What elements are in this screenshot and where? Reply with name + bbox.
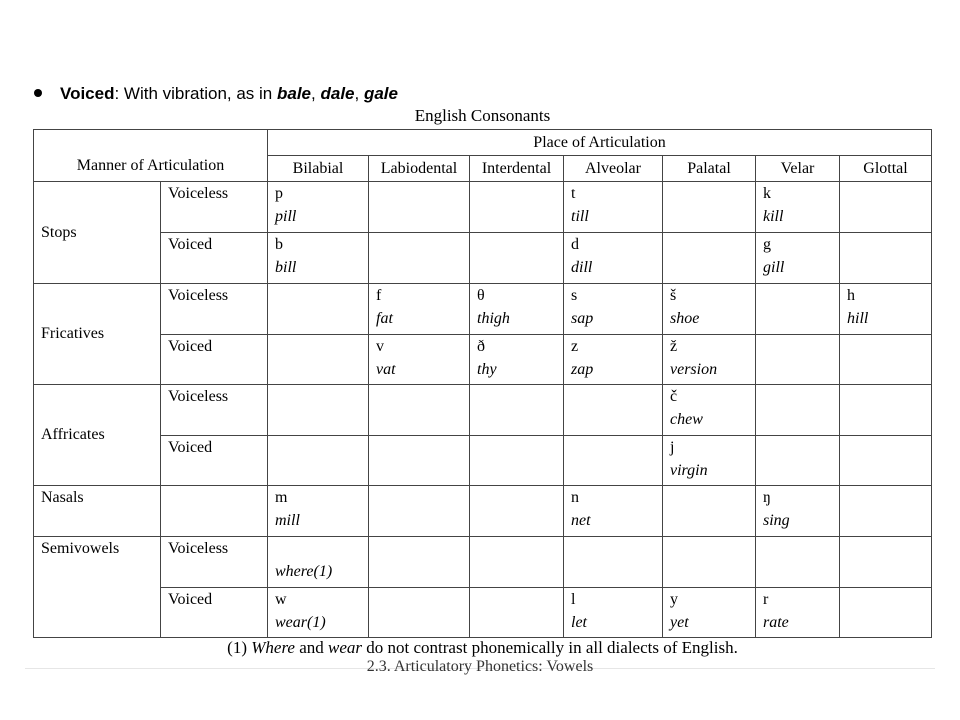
footnote xyxy=(33,638,932,658)
phoneme-cell xyxy=(369,588,470,638)
phoneme-symbol: b xyxy=(275,236,283,253)
phoneme-symbol: ð xyxy=(477,338,485,355)
footnote-prefix: (1) xyxy=(227,638,252,657)
table-row xyxy=(34,284,932,335)
footnote-text: do not contrast phonemically in all dialects of English. xyxy=(362,638,738,657)
phoneme-symbol xyxy=(376,588,469,611)
phoneme-cell xyxy=(663,182,756,233)
phoneme-cell xyxy=(470,588,564,638)
phoneme-symbol: v xyxy=(376,338,384,355)
phoneme-symbol: f xyxy=(376,287,382,304)
example-word: mill xyxy=(275,512,300,529)
phoneme-cell xyxy=(564,284,663,335)
phoneme-symbol xyxy=(376,385,469,408)
table-row xyxy=(34,385,932,436)
phoneme-cell xyxy=(840,233,932,284)
column-header: Glottal xyxy=(840,156,932,182)
cut-off-heading: 2.3. Articulatory Phonetics: Vowels xyxy=(366,658,594,675)
phoneme-cell xyxy=(470,233,564,284)
voicing-cell: Voiced xyxy=(161,335,268,385)
phoneme-symbol xyxy=(847,385,931,408)
bullet-voiced: Voiced: With vibration, as in bale, dale, gale xyxy=(34,84,398,104)
phoneme-symbol: h xyxy=(847,287,855,304)
example-word: till xyxy=(571,208,589,225)
phoneme-cell xyxy=(663,385,756,436)
phoneme-symbol xyxy=(670,182,755,205)
example-word: hill xyxy=(847,310,869,327)
example-word: gale xyxy=(363,84,398,103)
example-word: shoe xyxy=(670,310,700,327)
phoneme-symbol xyxy=(763,385,839,408)
phoneme-symbol xyxy=(275,284,368,307)
phoneme-symbol xyxy=(670,537,755,560)
phoneme-cell xyxy=(470,385,564,436)
example-word: sap xyxy=(571,310,594,327)
phoneme-cell xyxy=(756,588,840,638)
phoneme-symbol xyxy=(847,233,931,256)
example-word: let xyxy=(571,614,587,631)
phoneme-symbol xyxy=(275,436,368,459)
phoneme-symbol: m xyxy=(275,489,288,506)
phoneme-symbol: g xyxy=(763,236,771,253)
phoneme-cell xyxy=(268,537,369,588)
voicing-cell: Voiceless xyxy=(161,284,268,335)
phoneme-symbol: t xyxy=(571,185,576,202)
example-word: kill xyxy=(763,208,784,225)
table-row xyxy=(34,233,932,284)
example-word: where(1) xyxy=(275,563,333,580)
phoneme-symbol xyxy=(763,436,839,459)
phoneme-symbol: y xyxy=(670,591,678,608)
manner-header: Manner of Articulation xyxy=(34,130,268,182)
phoneme-symbol xyxy=(477,537,563,560)
example-word: virgin xyxy=(670,462,708,479)
phoneme-cell xyxy=(663,233,756,284)
phoneme-symbol xyxy=(763,537,839,560)
phoneme-cell xyxy=(369,335,470,385)
phoneme-cell xyxy=(268,284,369,335)
voicing-cell: Voiceless xyxy=(161,537,268,588)
phoneme-cell xyxy=(840,385,932,436)
phoneme-cell xyxy=(663,436,756,486)
manner-cell: Stops xyxy=(34,182,161,284)
table-row xyxy=(34,537,932,588)
phoneme-cell xyxy=(756,436,840,486)
phoneme-cell xyxy=(470,284,564,335)
phoneme-symbol xyxy=(376,436,469,459)
table-title: English Consonants xyxy=(414,106,551,125)
phoneme-symbol: p xyxy=(275,185,283,202)
phoneme-cell xyxy=(840,182,932,233)
phoneme-symbol: č xyxy=(670,388,678,405)
phoneme-cell xyxy=(369,182,470,233)
example-word: wear(1) xyxy=(275,614,326,631)
phoneme-symbol xyxy=(847,436,931,459)
phoneme-cell xyxy=(268,588,369,638)
column-header: Palatal xyxy=(663,156,756,182)
phoneme-symbol: j xyxy=(670,439,675,456)
phoneme-cell xyxy=(756,284,840,335)
phoneme-symbol: θ xyxy=(477,287,485,304)
phoneme-symbol xyxy=(376,486,469,509)
phoneme-cell xyxy=(663,537,756,588)
phoneme-cell xyxy=(756,486,840,537)
phoneme-symbol xyxy=(571,537,662,560)
phoneme-cell xyxy=(840,537,932,588)
example-word: dill xyxy=(571,259,593,276)
phoneme-cell xyxy=(840,436,932,486)
example-word: chew xyxy=(670,411,703,428)
phoneme-cell xyxy=(840,588,932,638)
example-word: net xyxy=(571,512,591,529)
column-header: Labiodental xyxy=(369,156,470,182)
phoneme-cell xyxy=(663,486,756,537)
phoneme-symbol: d xyxy=(571,236,579,253)
phoneme-symbol xyxy=(670,233,755,256)
phoneme-symbol: l xyxy=(571,591,576,608)
table-row xyxy=(34,588,932,638)
phoneme-symbol xyxy=(477,233,563,256)
phoneme-symbol xyxy=(763,284,839,307)
column-header: Interdental xyxy=(470,156,564,182)
phoneme-cell xyxy=(470,182,564,233)
footnote-word: wear xyxy=(328,638,363,657)
phoneme-symbol: ŋ xyxy=(763,489,771,506)
phoneme-cell xyxy=(369,233,470,284)
example-word: bale xyxy=(277,84,312,103)
phoneme-symbol xyxy=(275,335,368,358)
phoneme-cell xyxy=(756,182,840,233)
manner-cell: Affricates xyxy=(34,385,161,486)
bullet-term: Voiced xyxy=(60,84,115,103)
example-word: fat xyxy=(376,310,393,327)
phoneme-cell xyxy=(369,385,470,436)
example-word: vat xyxy=(376,361,396,378)
phoneme-symbol xyxy=(571,385,662,408)
phoneme-symbol: k xyxy=(763,185,771,202)
voicing-cell: Voiceless xyxy=(161,182,268,233)
phoneme-symbol xyxy=(376,182,469,205)
example-word: gill xyxy=(763,259,785,276)
phoneme-cell xyxy=(268,436,369,486)
column-header: Velar xyxy=(756,156,840,182)
example-word: rate xyxy=(763,614,789,631)
phoneme-cell xyxy=(564,436,663,486)
phoneme-symbol xyxy=(477,588,563,611)
phoneme-cell xyxy=(268,385,369,436)
phoneme-cell xyxy=(564,233,663,284)
phoneme-symbol xyxy=(763,335,839,358)
phoneme-symbol xyxy=(477,385,563,408)
phoneme-cell xyxy=(756,233,840,284)
phoneme-symbol xyxy=(477,486,563,509)
voicing-cell: Voiced xyxy=(161,588,268,638)
phoneme-cell xyxy=(369,284,470,335)
phoneme-cell xyxy=(564,182,663,233)
phoneme-symbol xyxy=(847,182,931,205)
bullet-text: : With vibration, as in xyxy=(114,84,277,103)
phoneme-symbol xyxy=(275,385,368,408)
phoneme-cell xyxy=(840,284,932,335)
phoneme-symbol xyxy=(275,537,368,560)
example-word: sing xyxy=(763,512,790,529)
place-header: Place of Articulation xyxy=(268,130,932,156)
footnote-text: and xyxy=(294,638,329,657)
phoneme-cell xyxy=(470,486,564,537)
phoneme-symbol xyxy=(376,233,469,256)
phoneme-symbol xyxy=(477,436,563,459)
phoneme-cell xyxy=(564,588,663,638)
phoneme-cell xyxy=(268,233,369,284)
example-word: yet xyxy=(670,614,689,631)
phoneme-cell xyxy=(663,588,756,638)
column-header: Bilabial xyxy=(268,156,369,182)
table-row xyxy=(34,335,932,385)
header-row xyxy=(34,130,932,156)
phoneme-symbol xyxy=(571,436,662,459)
phoneme-cell xyxy=(369,537,470,588)
phoneme-cell xyxy=(369,436,470,486)
manner-cell: Nasals xyxy=(34,486,161,537)
example-word: version xyxy=(670,361,718,378)
example-word: dale xyxy=(320,84,355,103)
table-row xyxy=(34,436,932,486)
example-word: bill xyxy=(275,259,297,276)
phoneme-symbol: s xyxy=(571,287,578,304)
voicing-cell: Voiceless xyxy=(161,385,268,436)
table-row xyxy=(34,182,932,233)
footnote-word: Where xyxy=(251,638,295,657)
phoneme-symbol xyxy=(847,588,931,611)
phoneme-cell xyxy=(564,335,663,385)
manner-cell: Fricatives xyxy=(34,284,161,385)
phoneme-cell xyxy=(268,486,369,537)
phoneme-cell xyxy=(268,182,369,233)
phoneme-cell xyxy=(663,284,756,335)
phoneme-symbol: w xyxy=(275,591,287,608)
example-word: zap xyxy=(571,361,594,378)
consonants-table xyxy=(33,129,932,638)
phoneme-symbol xyxy=(847,537,931,560)
phoneme-symbol: z xyxy=(571,338,579,355)
phoneme-symbol: š xyxy=(670,287,677,304)
phoneme-symbol xyxy=(847,486,931,509)
phoneme-symbol: ž xyxy=(670,338,678,355)
bullet-dot-icon xyxy=(34,89,42,97)
phoneme-symbol: r xyxy=(763,591,769,608)
example-word: thy xyxy=(477,361,497,378)
phoneme-cell xyxy=(564,537,663,588)
phoneme-cell xyxy=(470,436,564,486)
voicing-cell: Voiced xyxy=(161,233,268,284)
phoneme-cell xyxy=(840,486,932,537)
phoneme-symbol xyxy=(376,537,469,560)
phoneme-cell xyxy=(268,335,369,385)
phoneme-symbol xyxy=(477,182,563,205)
manner-cell: Semivowels xyxy=(34,537,161,638)
phoneme-cell xyxy=(470,335,564,385)
phoneme-cell xyxy=(470,537,564,588)
phoneme-cell xyxy=(369,486,470,537)
phoneme-symbol: n xyxy=(571,489,579,506)
voicing-cell xyxy=(161,486,268,537)
phoneme-cell xyxy=(756,537,840,588)
phoneme-cell xyxy=(840,335,932,385)
table-row xyxy=(34,486,932,537)
phoneme-cell xyxy=(564,385,663,436)
phoneme-cell xyxy=(756,335,840,385)
phoneme-cell xyxy=(663,335,756,385)
example-word: thigh xyxy=(477,310,510,327)
column-header: Alveolar xyxy=(564,156,663,182)
phoneme-symbol xyxy=(670,486,755,509)
phoneme-symbol xyxy=(847,335,931,358)
phoneme-cell xyxy=(564,486,663,537)
example-word: pill xyxy=(275,208,297,225)
voicing-cell: Voiced xyxy=(161,436,268,486)
phoneme-cell xyxy=(756,385,840,436)
